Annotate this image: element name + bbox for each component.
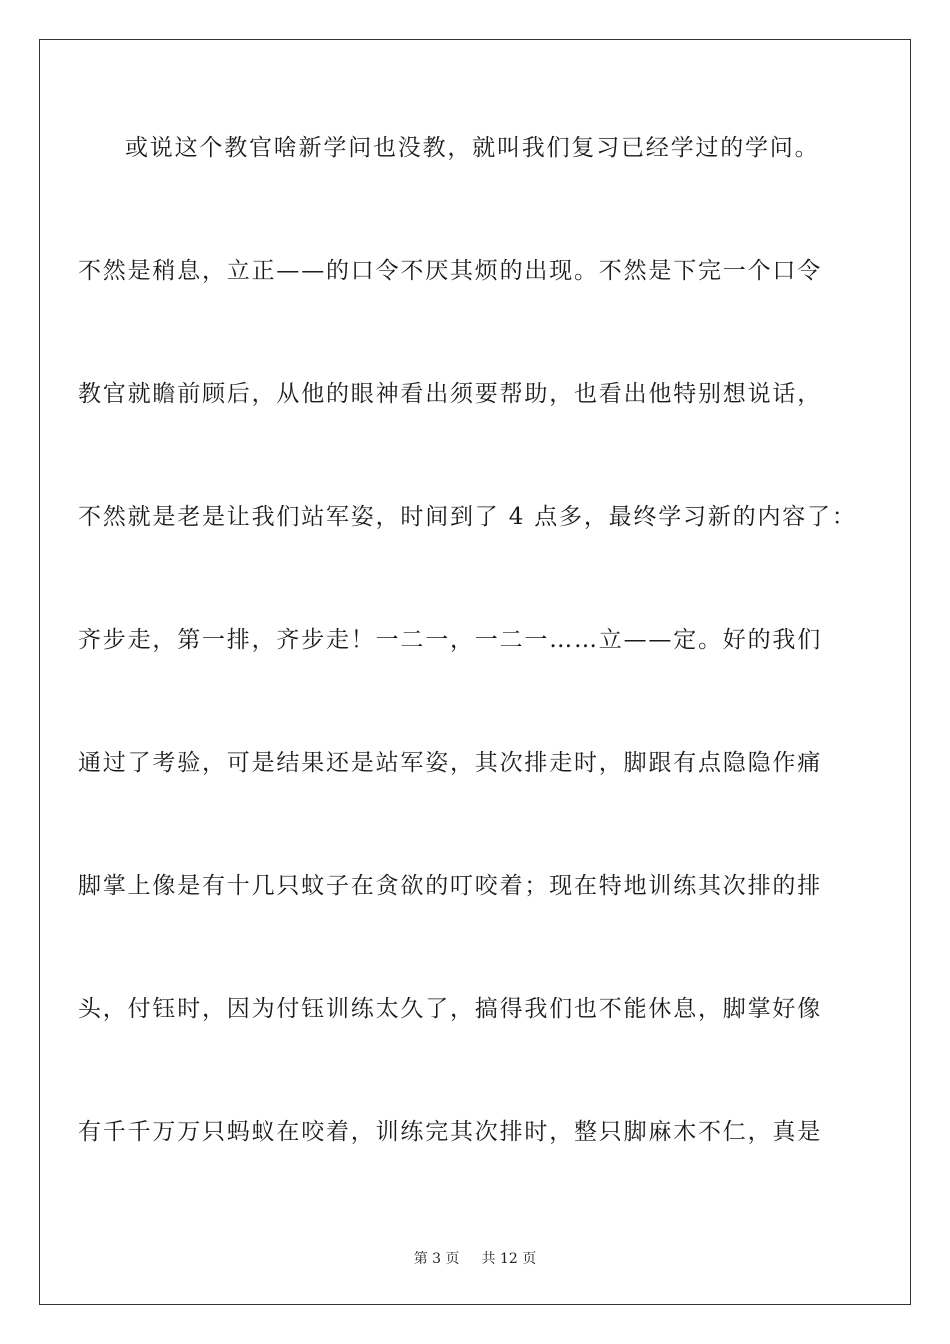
paragraph-line-8: 头，付钰时，因为付钰训练太久了，搞得我们也不能休息，脚掌好像 bbox=[78, 996, 822, 1022]
paragraph-line-2: 不然是稍息，立正——的口令不厌其烦的出现。不然是下完一个口令 bbox=[78, 258, 822, 284]
paragraph-line-5: 齐步走，第一排，齐步走！一二一，一二一……立——定。好的我们 bbox=[78, 627, 822, 653]
page-total: 共 12 页 bbox=[481, 1251, 537, 1267]
page-footer bbox=[0, 1248, 950, 1268]
paragraph-line-7: 脚掌上像是有十几只蚊子在贪欲的叮咬着；现在特地训练其次排的排 bbox=[78, 873, 822, 899]
paragraph-line-1: 或说这个教官啥新学问也没教，就叫我们复习已经学过的学问。 bbox=[125, 135, 820, 161]
page-number: 第 3 页 bbox=[413, 1251, 460, 1267]
document-body bbox=[78, 128, 857, 1235]
paragraph-line-9: 有千千万万只蚂蚁在咬着，训练完其次排时，整只脚麻木不仁，真是 bbox=[78, 1119, 822, 1145]
paragraph-line-4: 不然就是老是让我们站军姿，时间到了 4 点多，最终学习新的内容了： bbox=[78, 504, 857, 530]
paragraph-line-6: 通过了考验，可是结果还是站军姿，其次排走时，脚跟有点隐隐作痛 bbox=[78, 750, 822, 776]
paragraph-line-3: 教官就瞻前顾后，从他的眼神看出须要帮助，也看出他特别想说话， bbox=[78, 381, 822, 407]
